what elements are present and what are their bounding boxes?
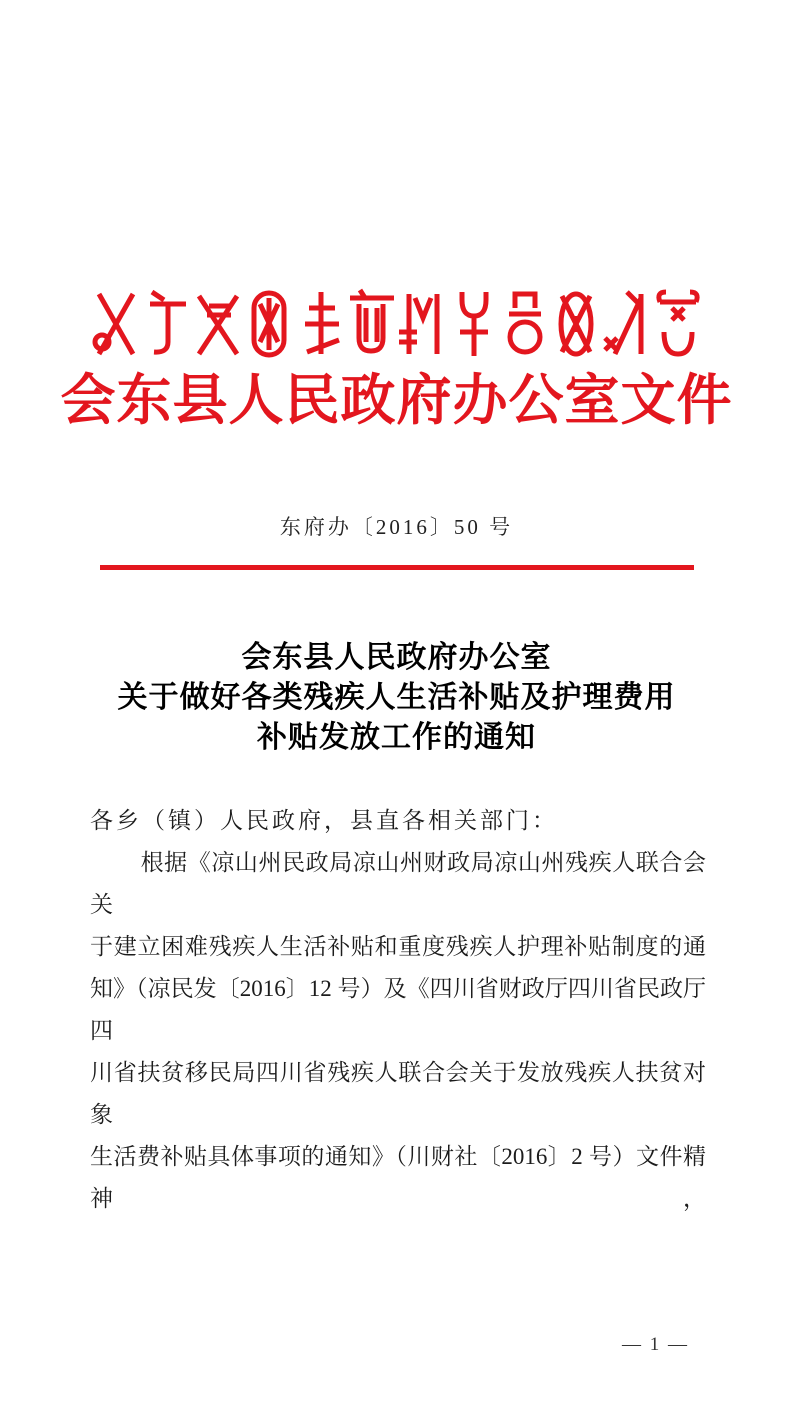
page-number: — 1 — bbox=[622, 1334, 689, 1355]
body-line: 生活费补贴具体事项的通知》（川财社〔2016〕2 号）文件精神， bbox=[90, 1144, 706, 1211]
body-line: 知》（凉民发〔2016〕12 号）及《四川省财政厅四川省民政厅四 bbox=[90, 976, 706, 1043]
document-title bbox=[0, 638, 793, 758]
document-number: 东府办〔2016〕50 号 bbox=[279, 515, 514, 539]
document-title-line-1: 会东县人民政府办公室 bbox=[241, 641, 552, 674]
salutation-line: 各乡（镇）人民政府，县直各相关部门： bbox=[90, 808, 558, 833]
document-title-line-3: 补贴发放工作的通知 bbox=[257, 721, 536, 754]
body-line: 于建立困难残疾人生活补贴和重度残疾人护理补贴制度的通 bbox=[90, 934, 706, 959]
document-body bbox=[90, 800, 706, 1220]
masthead-org-title: 会东县人民政府办公室文件 bbox=[60, 370, 733, 431]
document-title-line-2: 关于做好各类残疾人生活补贴及护理费用 bbox=[117, 681, 676, 714]
document-page bbox=[0, 290, 793, 1412]
body-line: 根据《凉山州民政局凉山州财政局凉山州残疾人联合会关 bbox=[90, 850, 706, 917]
body-line: 川省扶贫移民局四川省残疾人联合会关于发放残疾人扶贫对象 bbox=[90, 1060, 706, 1127]
red-divider-rule bbox=[100, 565, 694, 570]
yi-script-title-icon bbox=[91, 290, 703, 362]
